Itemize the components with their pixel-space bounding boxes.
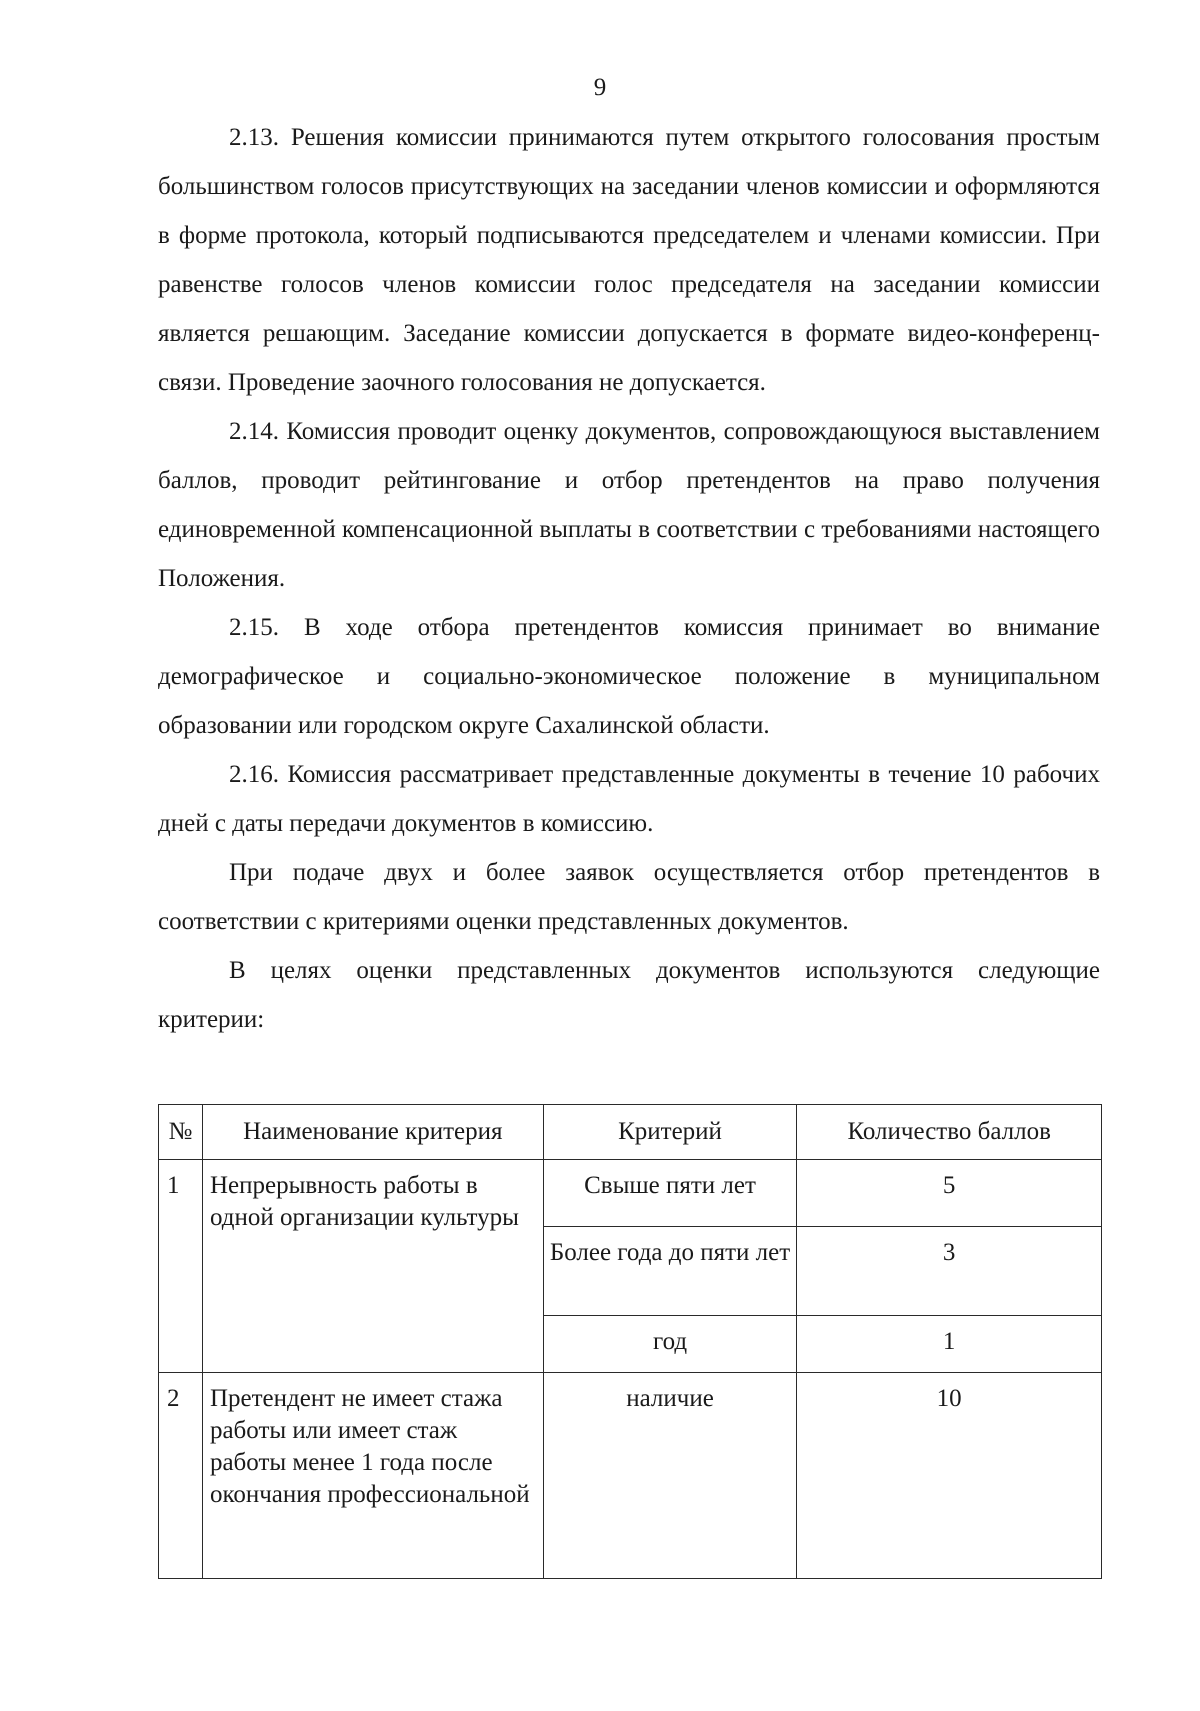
table-row <box>159 1373 1102 1579</box>
header-criterion: Критерий <box>543 1105 797 1160</box>
criterion-score: 3 <box>797 1227 1102 1316</box>
criterion-value: год <box>543 1316 797 1373</box>
criterion-score: 1 <box>797 1316 1102 1373</box>
document-body <box>158 113 1100 1044</box>
header-criterion-name: Наименование критерия <box>202 1105 543 1160</box>
criterion-value: Более года до пяти лет <box>543 1227 797 1316</box>
criterion-name: Претендент не имеет стажа работы или имеет стаж работы менее 1 года после окончания профессиональной <box>202 1373 543 1579</box>
page-number: 9 <box>593 74 607 101</box>
criterion-value: Свыше пяти лет <box>543 1160 797 1227</box>
criterion-number: 2 <box>159 1373 203 1579</box>
paragraph-criteria-intro: В целях оценки представленных документов используются следующие критерии: <box>158 957 1100 1033</box>
paragraph-multiple-applications: При подаче двух и более заявок осуществляется отбор претендентов в соответствии с критериями оценки представленных документов. <box>158 859 1100 935</box>
paragraph-2-13: 2.13. Решения комиссии принимаются путем открытого голосования простым большинством голосов присутствующих на заседании членов комиссии и оформляются в форме протокола, который подписываются председателем и членами комиссии. При равенстве голосов членов комиссии голос председателя на заседании комиссии является решающим. Заседание комиссии допускается в формате видео-конференц-связи. Проведение заочного голосования не допускается. <box>158 124 1100 396</box>
criterion-value: наличие <box>543 1373 797 1579</box>
header-number: № <box>159 1105 203 1160</box>
paragraph-2-16: 2.16. Комиссия рассматривает представленные документы в течение 10 рабочих дней с даты передачи документов в комиссию. <box>158 761 1100 837</box>
paragraph-2-14: 2.14. Комиссия проводит оценку документов, сопровождающуюся выставлением баллов, проводит рейтингование и отбор претендентов на право получения единовременной компенсационной выплаты в соответствии с требованиями настоящего Положения. <box>158 418 1100 592</box>
criterion-score: 5 <box>797 1160 1102 1227</box>
table-row <box>159 1160 1102 1227</box>
table-header-row <box>159 1105 1102 1160</box>
criterion-name: Непрерывность работы в одной организации культуры <box>202 1160 543 1373</box>
criterion-score: 10 <box>797 1373 1102 1579</box>
criteria-table <box>158 1104 1102 1579</box>
criterion-number: 1 <box>159 1160 203 1373</box>
paragraph-2-15: 2.15. В ходе отбора претендентов комиссия принимает во внимание демографическое и социально-экономическое положение в муниципальном образовании или городском округе Сахалинской области. <box>158 614 1100 739</box>
header-score: Количество баллов <box>797 1105 1102 1160</box>
